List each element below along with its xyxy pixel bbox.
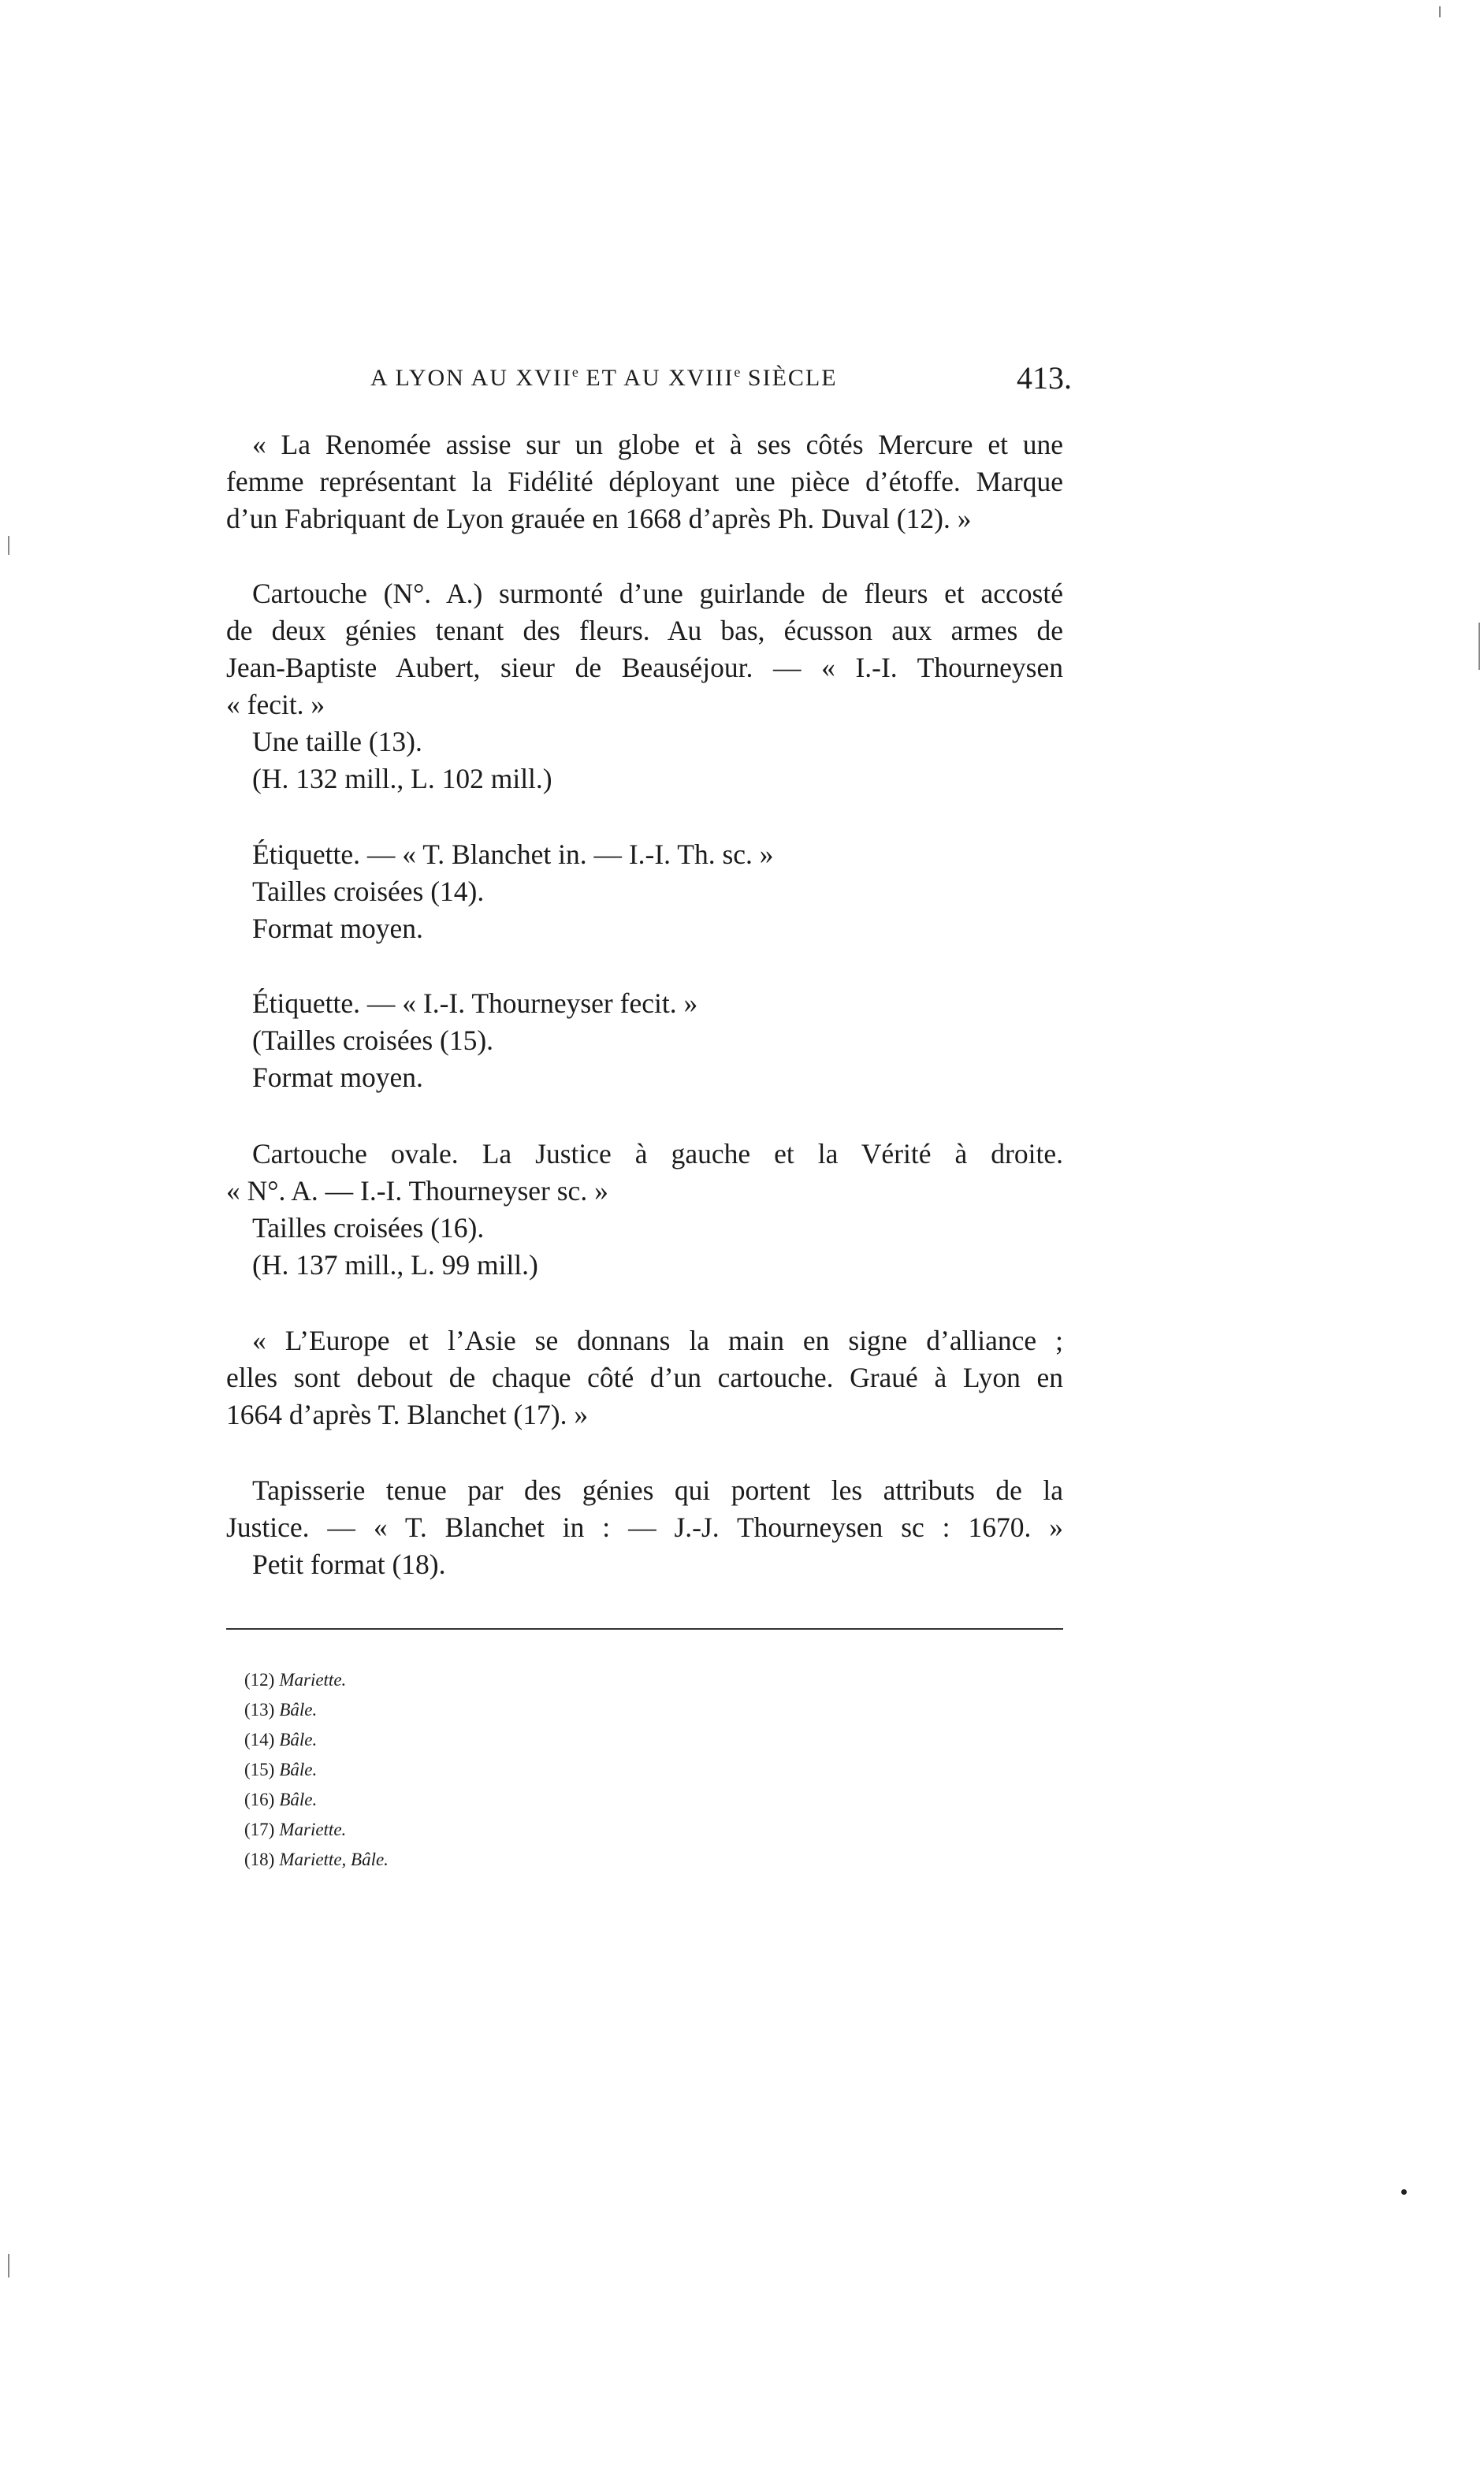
body-line: (H. 132 mill., L. 102 mill.) <box>252 763 552 794</box>
footnote-text: Bâle. <box>279 1730 318 1749</box>
body-line: Tapisserie tenue par des génies qui portent les attributs de la <box>252 1474 1063 1506</box>
footnote <box>244 1788 317 1812</box>
body-line: Petit format (18). <box>252 1549 446 1580</box>
running-title-text: ET AU XVIII <box>578 365 735 391</box>
body-line: Cartouche (N°. A.) surmonté d’une guirlande de fleurs et accosté <box>252 578 1063 609</box>
footnote <box>244 1818 346 1842</box>
footnote <box>244 1848 389 1872</box>
running-title-text: SIÈCLE <box>740 365 838 391</box>
running-title-superscript: e <box>571 364 578 380</box>
scan-mark <box>1401 2189 1407 2195</box>
footnote <box>244 1758 317 1782</box>
body-line: « fecit. » <box>226 689 325 720</box>
body-line: Tailles croisées (14). <box>252 876 485 907</box>
footnote-number: (14) <box>244 1730 275 1749</box>
footnote <box>244 1728 317 1752</box>
body-line: 1664 d’après T. Blanchet (17). » <box>226 1399 589 1430</box>
body-line: Tailles croisées (16). <box>252 1212 485 1244</box>
footnote-divider <box>226 1628 1063 1630</box>
body-line: Une taille (13). <box>252 726 422 757</box>
running-title-text: A LYON AU XVII <box>370 365 572 391</box>
footnote-number: (13) <box>244 1700 275 1720</box>
scan-mark <box>1439 6 1441 17</box>
footnote <box>244 1668 346 1692</box>
footnote-text: Mariette, Bâle. <box>279 1850 389 1869</box>
body-line: Justice. — « T. Blanchet in : — J.-J. Thourneysen sc : 1670. » <box>226 1512 1063 1543</box>
page-number: 413. <box>1017 360 1072 396</box>
footnote-text: Bâle. <box>279 1790 318 1809</box>
footnote-text: Bâle. <box>279 1760 318 1779</box>
footnote-number: (16) <box>244 1790 275 1809</box>
body-line: de deux génies tenant des fleurs. Au bas, écusson aux armes de <box>226 615 1063 646</box>
body-line: Jean-Baptiste Aubert, sieur de Beauséjour. — « I.-I. Thourneysen <box>226 652 1063 683</box>
body-line: Format moyen. <box>252 1062 423 1093</box>
body-line: « La Renomée assise sur un globe et à ses côtés Mercure et une <box>252 429 1063 460</box>
body-line: elles sont debout de chaque côté d’un cartouche. Graué à Lyon en <box>226 1362 1063 1393</box>
running-title <box>370 364 838 392</box>
body-line: d’un Fabriquant de Lyon grauée en 1668 d’après Ph. Duval (12). » <box>226 503 972 534</box>
scan-mark <box>8 536 9 555</box>
body-line: Étiquette. — « T. Blanchet in. — I.-I. Th. sc. » <box>252 838 774 870</box>
footnote-number: (15) <box>244 1760 275 1779</box>
body-line: « N°. A. — I.-I. Thourneyser sc. » <box>226 1175 608 1207</box>
scan-mark <box>1478 623 1480 670</box>
footnote-number: (18) <box>244 1850 275 1869</box>
scan-mark <box>8 2254 9 2278</box>
footnote <box>244 1698 317 1722</box>
footnote-number: (17) <box>244 1820 275 1839</box>
body-line: Format moyen. <box>252 913 423 944</box>
body-line: (H. 137 mill., L. 99 mill.) <box>252 1249 538 1281</box>
footnote-text: Mariette. <box>279 1670 347 1690</box>
body-line: Étiquette. — « I.-I. Thourneyser fecit. » <box>252 987 698 1019</box>
footnote-number: (12) <box>244 1670 275 1690</box>
running-title-superscript: e <box>734 364 741 380</box>
body-line: femme représentant la Fidélité déployant une pièce d’étoffe. Marque <box>226 466 1063 497</box>
running-header <box>229 360 1072 403</box>
body-line: Cartouche ovale. La Justice à gauche et la Vérité à droite. <box>252 1138 1063 1169</box>
footnote-text: Bâle. <box>279 1700 318 1720</box>
body-line: « L’Europe et l’Asie se donnans la main en signe d’alliance ; <box>252 1325 1063 1356</box>
body-line: (Tailles croisées (15). <box>252 1024 494 1056</box>
footnote-text: Mariette. <box>279 1820 347 1839</box>
